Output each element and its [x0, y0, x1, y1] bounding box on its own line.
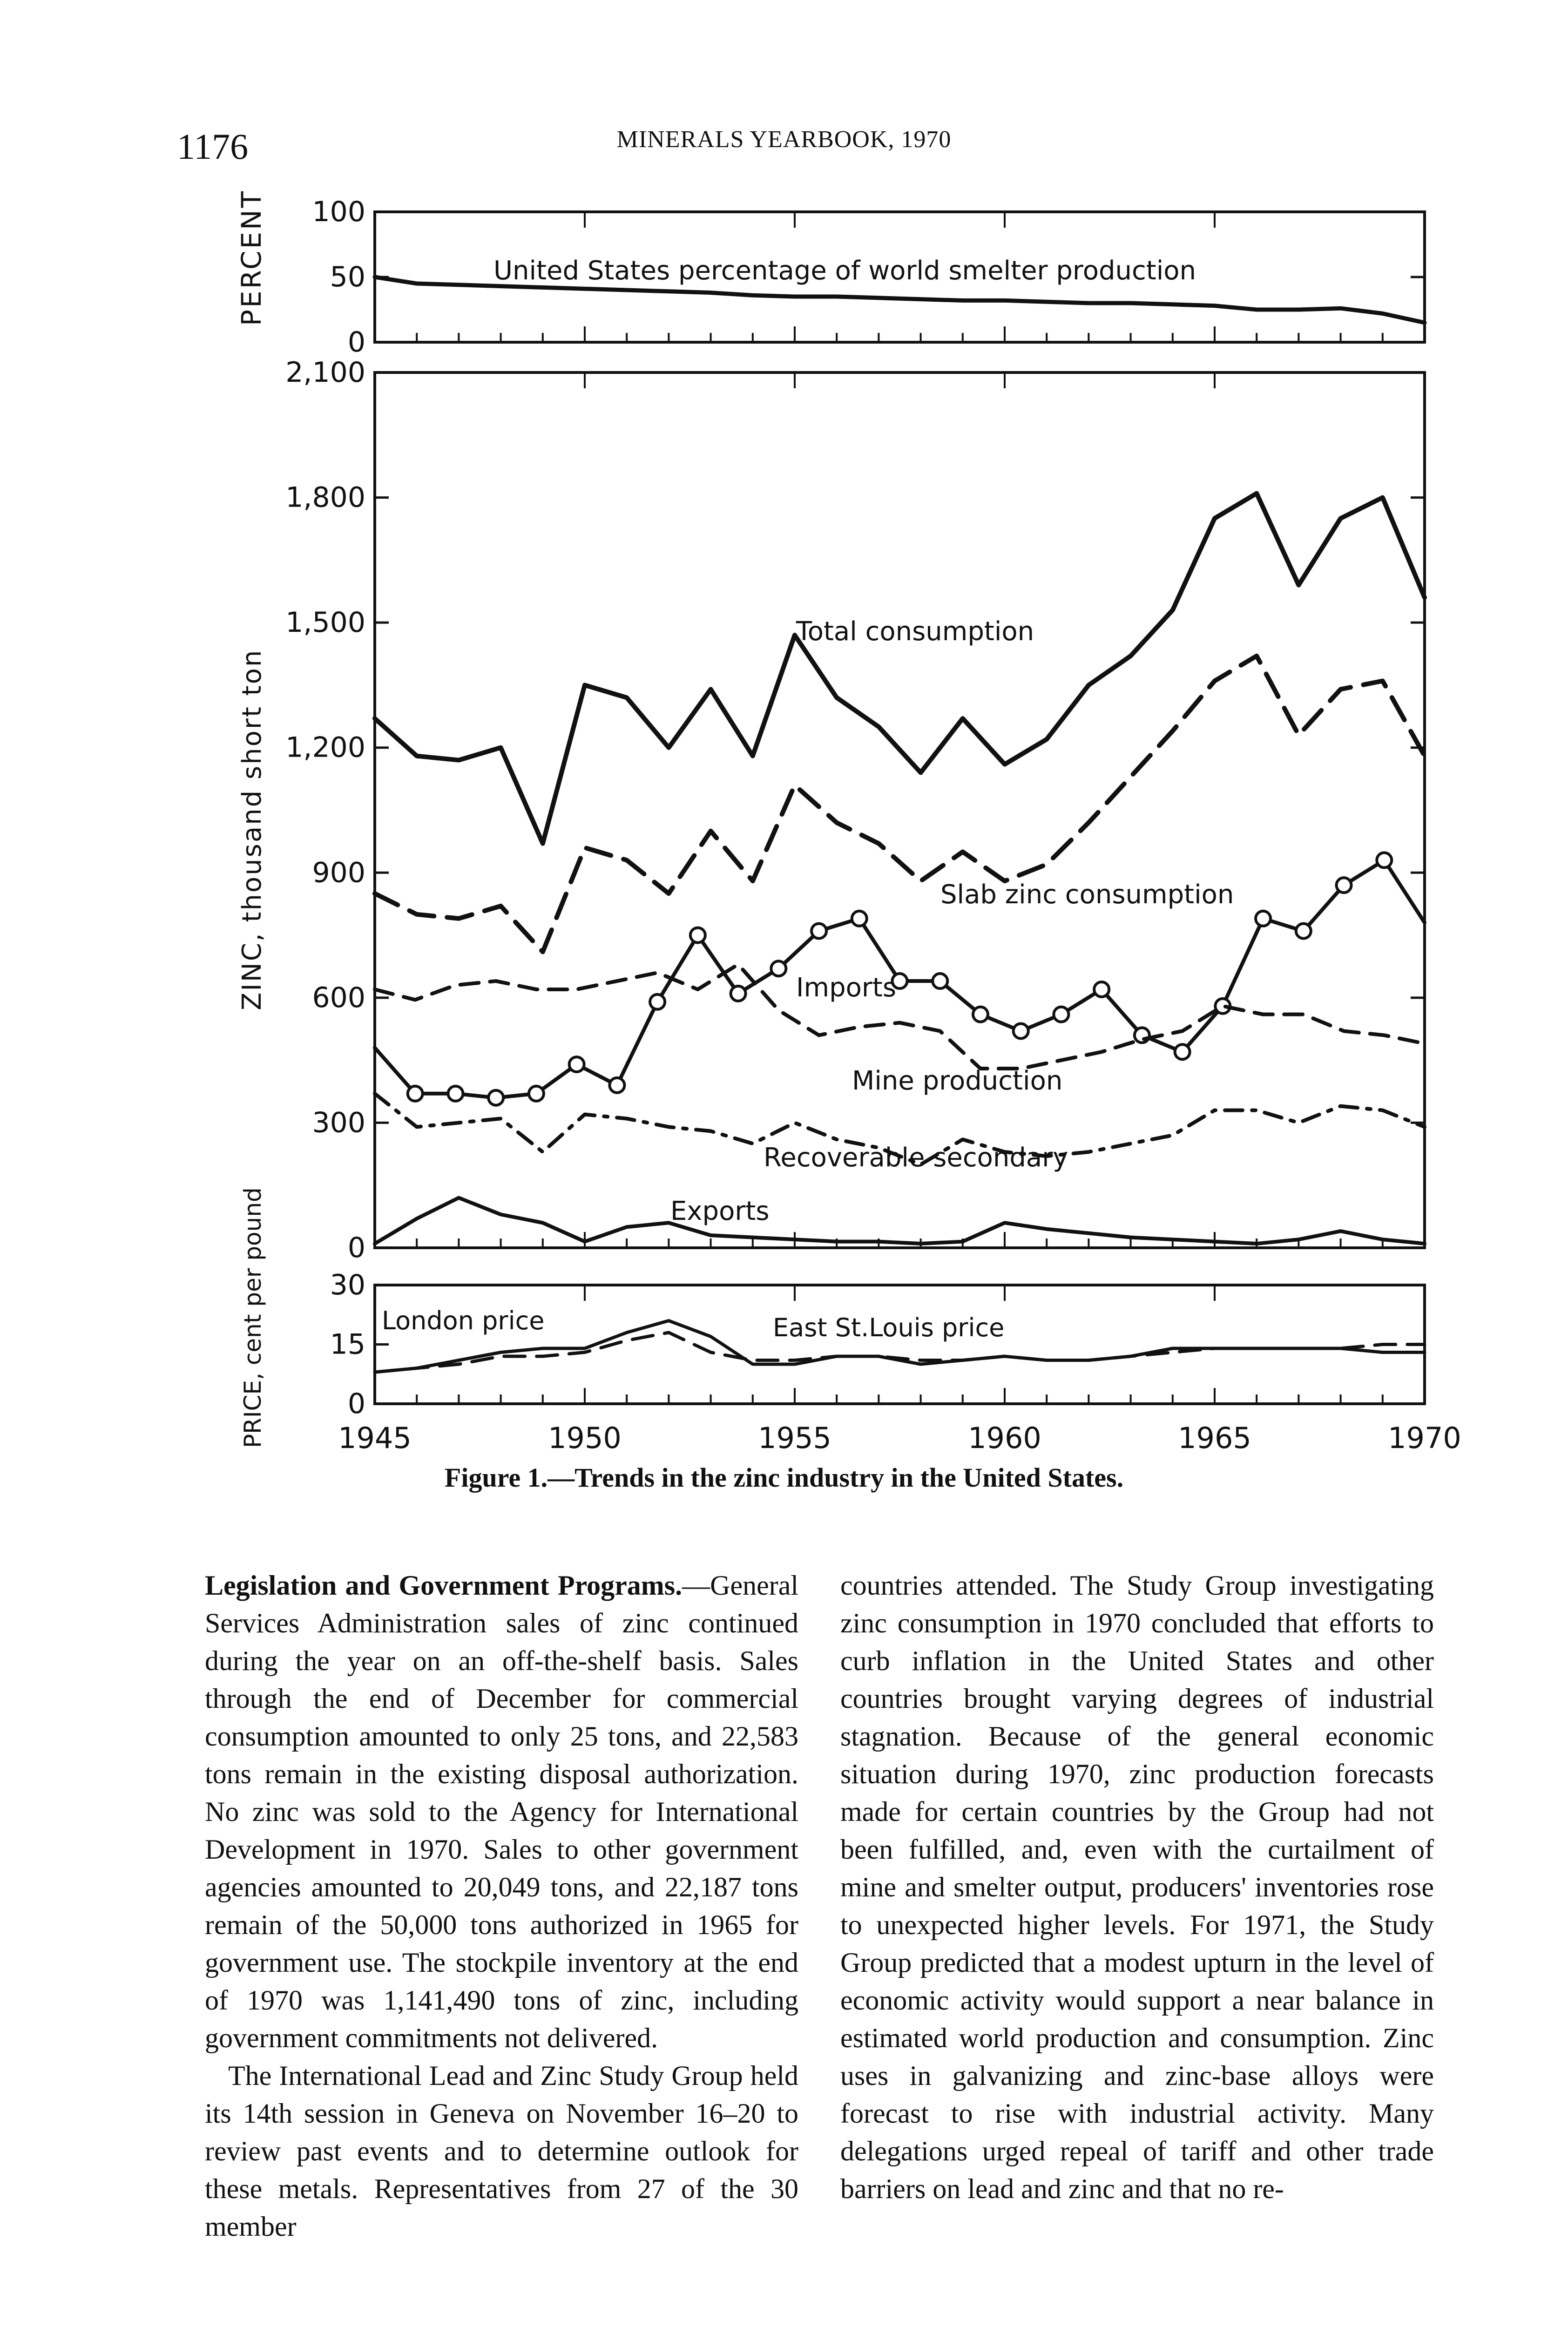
data-point-imports [690, 928, 705, 943]
data-point-imports [731, 986, 746, 1001]
data-point-imports [1296, 924, 1311, 939]
paragraph-continuation: countries attended. The Study Group investigating zinc consumption in 1970 concluded that efforts to curb inflation in the United States and other countries brought varying degrees of industrial stagnation. Because of the general economic situation during 1970, zinc production forecasts made for certain countries by the Group had not been fulfilled, and, even with the curtailment of mine and smelter output, producers' inventories rose to unexpected higher levels. For 1971, the Study Group predicted that a modest upturn in the level of economic activity would support a near balance in estimated world production and consumption. Zinc uses in galvanizing and zinc-base alloys were forecast to rise with industrial activity. Many delegations urged repeal of tariff and other trade barriers on lead and zinc and that no re- [840, 1570, 1434, 2204]
series-label: Total consumption [796, 616, 1034, 647]
body-column-right [840, 1567, 1434, 2208]
y-tick-label: 0 [347, 1387, 365, 1420]
data-point-imports [973, 1007, 988, 1022]
y-tick-label: 1,200 [285, 731, 365, 764]
x-tick-label: 1955 [758, 1421, 831, 1455]
x-tick-label: 1965 [1178, 1421, 1251, 1455]
data-point-imports [488, 1090, 503, 1105]
y-tick-label: 2,100 [285, 356, 365, 389]
paragraph-legislation [205, 1567, 798, 2057]
y-tick-label: 15 [330, 1328, 365, 1361]
data-point-imports [529, 1086, 544, 1101]
y-tick-label: 1,800 [285, 481, 365, 514]
paragraph-text: —General Services Administration sales of zinc continued during the year on an off-the-shelf basis. Sales through the end of December for commercial consumption amounted to only 25 tons, and 22,583 tons remain in the existing disposal authorization. No zinc was sold to the Agency for International Development in 1970. Sales to other government agencies amounted to 20,049 tons, and 22,187 tons remain of the 50,000 tons authorized in 1965 for government use. The stockpile inventory at the end of 1970 was 1,141,490 tons of zinc, including government commitments not delivered. [205, 1570, 798, 2053]
x-tick-label: 1970 [1388, 1421, 1461, 1455]
data-point-imports [1377, 853, 1392, 867]
series-line-exports [375, 1198, 1425, 1244]
series-line-total-consumption [375, 494, 1425, 844]
series-label: London price [382, 1306, 545, 1335]
running-title: MINERALS YEARBOOK, 1970 [616, 126, 952, 153]
data-point-imports [569, 1057, 584, 1072]
figure-caption: Figure 1.—Trends in the zinc industry in the United States. [444, 1462, 1124, 1493]
body-column-left [205, 1567, 798, 2246]
y-tick-label: 50 [330, 261, 365, 293]
section-heading: Legislation and Government Programs. [205, 1570, 683, 1601]
y-tick-label: 100 [312, 196, 365, 228]
data-point-imports [852, 911, 867, 926]
bottom-panel-frame [375, 1285, 1425, 1404]
x-tick-label: 1950 [548, 1421, 622, 1455]
data-point-imports [1175, 1044, 1190, 1059]
y-tick-label: 0 [347, 326, 365, 359]
x-tick-label: 1945 [338, 1421, 412, 1455]
data-point-imports [771, 961, 786, 976]
y-tick-label: 300 [312, 1106, 365, 1139]
y-tick-label: 600 [312, 981, 365, 1014]
series-label: Recoverable secondary [764, 1143, 1068, 1173]
y-tick-label: 1,500 [285, 606, 365, 639]
series-label: Imports [796, 973, 897, 1003]
series-line-slab-zinc-consumption [375, 656, 1425, 952]
data-point-imports [1337, 878, 1352, 893]
data-point-imports [1014, 1023, 1028, 1038]
data-point-imports [811, 924, 826, 939]
data-point-imports [650, 995, 665, 1009]
page-number: 1176 [177, 126, 249, 167]
series-label: Slab zinc consumption [940, 880, 1234, 910]
bottom-ylabel: PRICE, cent per pound [239, 1187, 266, 1448]
data-point-imports [1054, 1007, 1068, 1022]
data-point-imports [408, 1086, 423, 1101]
series-label: United States percentage of world smelter production [493, 256, 1196, 286]
series-label: East St.Louis price [773, 1313, 1005, 1342]
paragraph-study-group: The International Lead and Zinc Study Group held its 14th session in Geneva on November 16–20 to review past events and to determine outlook for these metals. Representatives from 27 of the 30 member [205, 2060, 798, 2242]
y-tick-label: 30 [330, 1269, 365, 1301]
data-point-imports [1256, 911, 1271, 926]
x-tick-label: 1960 [968, 1421, 1041, 1455]
data-point-imports [933, 974, 947, 988]
series-label: Exports [670, 1196, 770, 1226]
middle-ylabel: ZINC, thousand short ton [237, 649, 267, 1010]
data-point-imports [609, 1078, 624, 1093]
data-point-imports [448, 1086, 463, 1101]
y-tick-label: 900 [312, 856, 365, 889]
y-tick-label: 0 [347, 1232, 365, 1264]
data-point-imports [1135, 1028, 1149, 1042]
middle-panel-frame [375, 372, 1425, 1248]
series-label: Mine production [852, 1066, 1063, 1096]
data-point-imports [1094, 982, 1109, 997]
top-ylabel: PERCENT [236, 189, 267, 326]
